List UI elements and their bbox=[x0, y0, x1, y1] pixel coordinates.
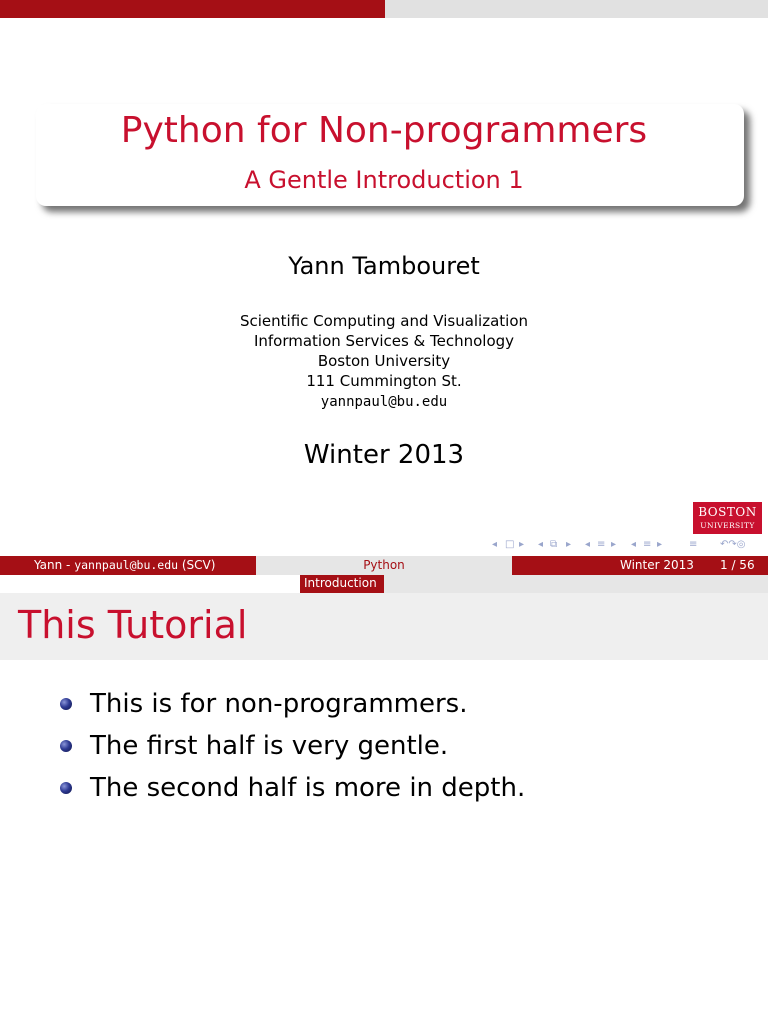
nav-toc-icon[interactable]: ≡ bbox=[689, 539, 698, 550]
institute-line: Information Services & Technology bbox=[253, 332, 515, 350]
logo-line-1: BOSTON bbox=[698, 505, 757, 519]
section-row-filler bbox=[384, 575, 768, 593]
bullet-text: The second half is more in depth. bbox=[90, 773, 526, 803]
bullet-icon bbox=[60, 698, 72, 710]
bullet-text: The first half is very gentle. bbox=[90, 731, 449, 761]
institute-line: 111 Cummington St. bbox=[306, 372, 462, 390]
nav-next-icon[interactable]: ▸ bbox=[611, 539, 617, 550]
footline-title-box bbox=[256, 556, 512, 575]
author-name: Yann Tambouret bbox=[288, 252, 480, 280]
nav-next-icon[interactable]: ▸ bbox=[657, 539, 663, 550]
footline-author bbox=[34, 558, 215, 573]
nav-prev-icon[interactable]: ◂ bbox=[492, 539, 498, 550]
footline-author-email: yannpaul@bu.edu bbox=[74, 558, 179, 572]
bullet-text: This is for non-programmers. bbox=[90, 689, 468, 719]
nav-frame-icon[interactable]: ⧉ bbox=[550, 539, 558, 550]
footline-author-box bbox=[0, 556, 256, 575]
nav-slide-icon[interactable]: □ bbox=[505, 539, 515, 550]
institute-line: Boston University bbox=[317, 352, 451, 370]
beamer-navigation-symbols bbox=[488, 538, 764, 552]
nav-next-icon[interactable]: ▸ bbox=[566, 539, 572, 550]
progress-strip-empty bbox=[385, 0, 768, 18]
progress-strip-filled bbox=[0, 0, 385, 18]
nav-prev-icon[interactable]: ◂ bbox=[585, 539, 591, 550]
nav-next-icon[interactable]: ▸ bbox=[519, 539, 525, 550]
footline-date: Winter 2013 bbox=[620, 558, 694, 572]
presentation-title: Python for Non-programmers bbox=[120, 110, 648, 151]
page-number: 1 / 56 bbox=[720, 558, 755, 572]
nav-subsection-icon[interactable]: ≡ bbox=[597, 539, 606, 550]
frame-title: This Tutorial bbox=[18, 603, 248, 647]
logo-line-2: UNIVERSITY bbox=[700, 521, 755, 530]
presentation-subtitle: A Gentle Introduction 1 bbox=[244, 166, 524, 194]
section-indicator bbox=[300, 575, 384, 593]
nav-section-icon[interactable]: ≡ bbox=[643, 539, 652, 550]
contact-email: yannpaul@bu.edu bbox=[320, 394, 448, 410]
boston-university-logo bbox=[693, 502, 762, 534]
nav-prev-icon[interactable]: ◂ bbox=[631, 539, 637, 550]
footline-author-affiliation: (SCV) bbox=[178, 558, 216, 572]
nav-prev-icon[interactable]: ◂ bbox=[538, 539, 544, 550]
section-row-filler bbox=[0, 575, 300, 593]
footline-author-name: Yann - bbox=[34, 558, 75, 572]
bullet-icon bbox=[60, 740, 72, 752]
nav-search-icon[interactable]: ↶↷◎ bbox=[720, 539, 746, 550]
presentation-date: Winter 2013 bbox=[303, 440, 465, 470]
institute-line: Scientific Computing and Visualization bbox=[239, 312, 529, 330]
bullet-icon bbox=[60, 782, 72, 794]
footline-title: Python bbox=[363, 558, 405, 572]
section-label: Introduction bbox=[304, 576, 377, 590]
footline-date-box bbox=[512, 556, 768, 575]
